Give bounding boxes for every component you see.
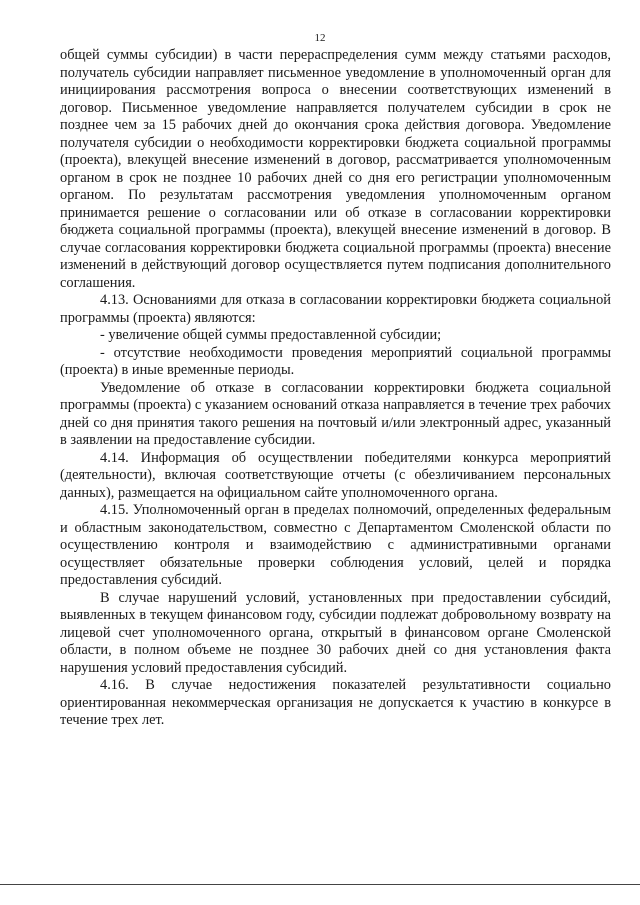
list-item-increase-subsidy: - увеличение общей суммы предоставленной субсидии;	[100, 327, 442, 343]
paragraph-4-16: 4.16. В случае недостижения показателей результативности социально ориентированная некоммерческая организация не допускается к участию в конкурсе в течение трех лет.	[60, 677, 611, 728]
page-bottom-rule	[0, 884, 640, 885]
page-number: 12	[314, 32, 326, 44]
paragraph-4-13: 4.13. Основаниями для отказа в согласовании корректировки бюджета социальной программы (проекта) являются:	[60, 292, 611, 326]
paragraph-violations-refund: В случае нарушений условий, установленных при предоставлении субсидий, выявленных в текущем финансовом году, субсидии подлежат добровольному возврату на лицевой счет уполномоченного органа, открытый в финансовом органе Смоленской области, в полном объеме не позднее 30 рабочих дней со дня установления факта нарушения условий предоставления субсидий.	[60, 589, 611, 676]
paragraph-continuation: общей суммы субсидии) в части перераспределения сумм между статьями расходов, получатель субсидии направляет письменное уведомление в уполномоченный орган для инициирования рассмотрения вопроса о внесении соответствующих изменений в договор. Письменное уведомление направляется получателем субсидии в срок не позднее чем за 15 рабочих дней до окончания срока действия договора. Уведомление получателя субсидии о необходимости корректировки бюджета социальной программы (проекта), влекущей внесение изменений в договор, рассматривается уполномоченным органом в срок не позднее 10 рабочих дней со дня его регистрации уполномоченным органом. По результатам рассмотрения уведомления уполномоченным органом принимается решение о согласовании или об отказе в согласовании корректировки бюджета социальной программы (проекта), влекущей внесение изменений в договор. В случае согласования корректировки бюджета социальной программы (проекта) внесение изменений в действующий договор осуществляется путем подписания дополнительного соглашения.	[60, 47, 611, 291]
paragraph-4-14: 4.14. Информация об осуществлении победителями конкурса мероприятий (деятельности), включая соответствующие отчеты (с обезличиванием персональных данных), размещается на официальном сайте уполномоченного органа.	[60, 449, 611, 501]
document-body	[60, 47, 611, 730]
paragraph-4-15: 4.15. Уполномоченный орган в пределах полномочий, определенных федеральным и областным законодательством, совместно с Департаментом Смоленской области по осуществлению контроля и взаимодействию с административными органами осуществляет обязательные проверки соблюдения условий, целей и порядка предоставления субсидий.	[60, 502, 611, 588]
list-item-no-need-events: - отсутствие необходимости проведения мероприятий социальной программы (проекта) в иные временные периоды.	[60, 344, 611, 378]
paragraph-refusal-notice: Уведомление об отказе в согласовании корректировки бюджета социальной программы (проекта) с указанием оснований отказа направляется в течение трех рабочих дней со дня принятия такого решения на почтовый и/или электронный адрес, указанный в заявлении на предоставление субсидии.	[60, 379, 611, 448]
